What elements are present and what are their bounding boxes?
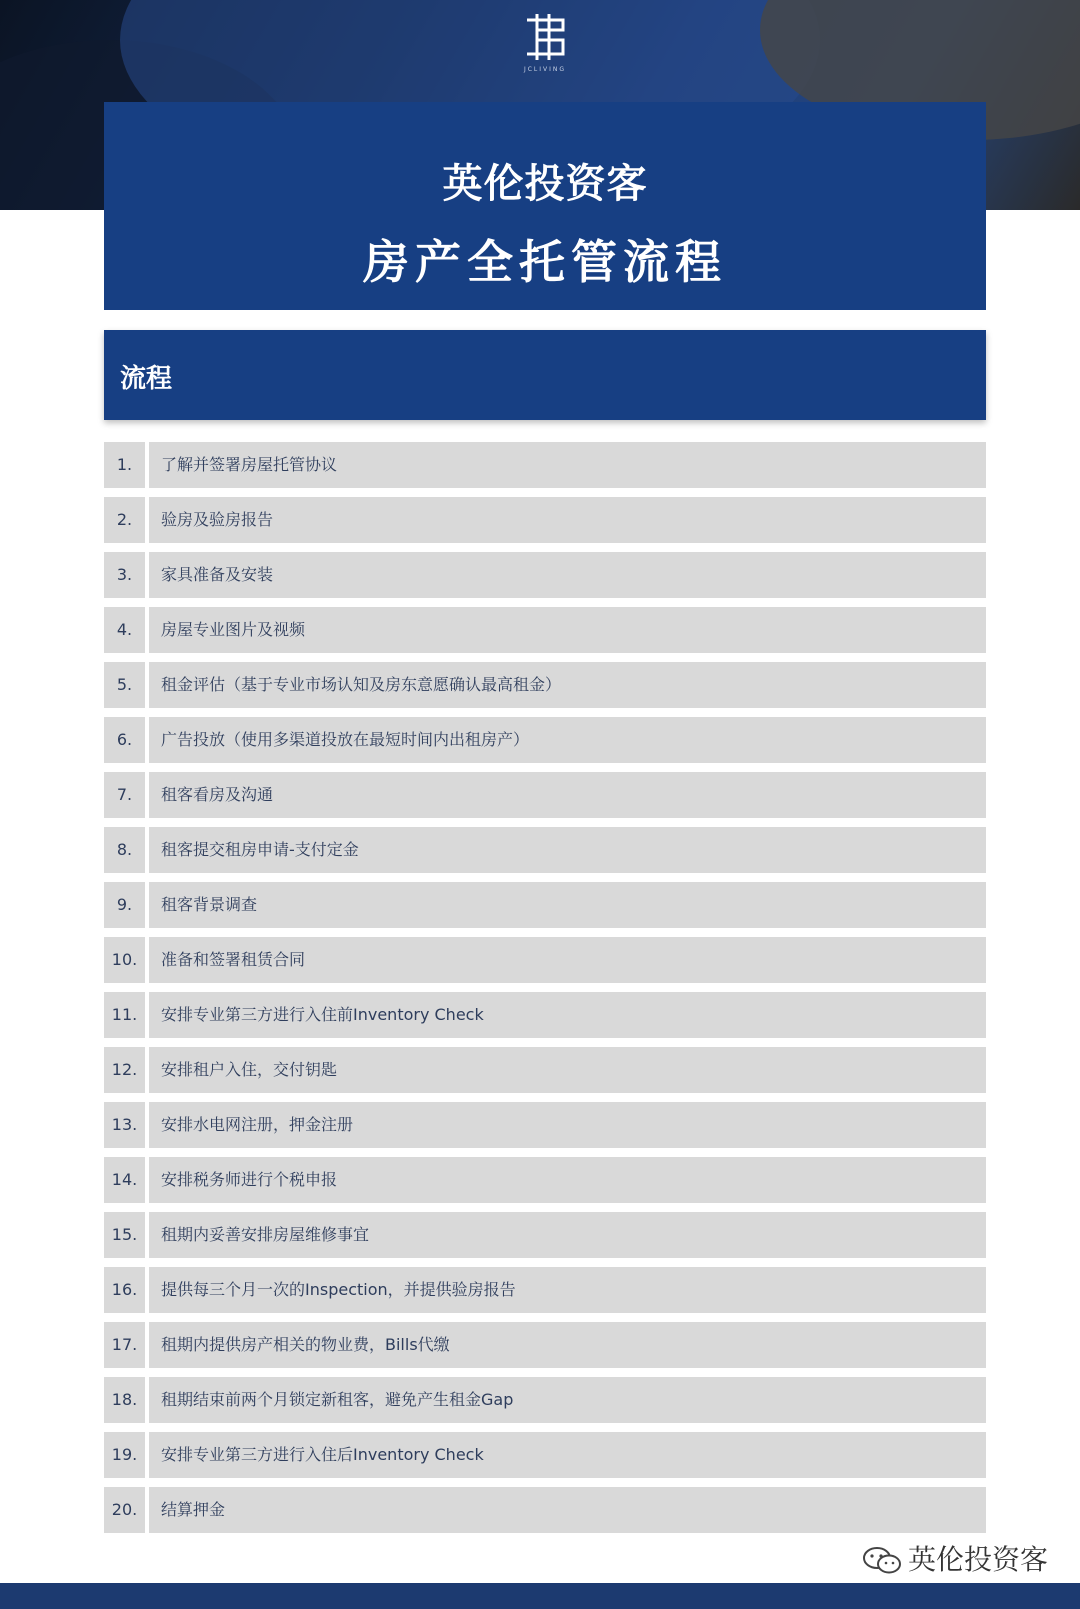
step-text: 准备和签署租赁合同 — [149, 937, 986, 983]
page-subtitle: 房产全托管流程 — [363, 235, 727, 289]
list-item — [104, 1322, 986, 1368]
list-item — [104, 442, 986, 488]
section-label: 流程 — [120, 364, 173, 394]
step-text: 租金评估（基于专业市场认知及房东意愿确认最高租金） — [149, 662, 986, 708]
page-title: 英伦投资客 — [442, 161, 648, 207]
list-item — [104, 1157, 986, 1203]
step-number: 11. — [104, 992, 145, 1038]
list-item — [104, 1047, 986, 1093]
step-number: 18. — [104, 1377, 145, 1423]
step-number: 16. — [104, 1267, 145, 1313]
step-number: 10. — [104, 937, 145, 983]
step-text: 验房及验房报告 — [149, 497, 986, 543]
step-number: 15. — [104, 1212, 145, 1258]
list-item — [104, 1432, 986, 1478]
list-item — [104, 1487, 986, 1533]
list-item — [104, 607, 986, 653]
wechat-watermark — [862, 1540, 1048, 1580]
step-text: 租期内提供房产相关的物业费，Bills代缴 — [149, 1322, 986, 1368]
step-text: 了解并签署房屋托管协议 — [149, 442, 986, 488]
list-item — [104, 552, 986, 598]
bottom-bar — [0, 1583, 1080, 1609]
step-text: 家具准备及安装 — [149, 552, 986, 598]
step-text: 租客背景调查 — [149, 882, 986, 928]
step-text: 安排专业第三方进行入住后Inventory Check — [149, 1432, 986, 1478]
step-text: 安排税务师进行个税申报 — [149, 1157, 986, 1203]
watermark-text: 英伦投资客 — [908, 1543, 1049, 1576]
list-item — [104, 1377, 986, 1423]
step-number: 2. — [104, 497, 145, 543]
step-number: 12. — [104, 1047, 145, 1093]
step-text: 广告投放（使用多渠道投放在最短时间内出租房产） — [149, 717, 986, 763]
step-text: 安排租户入住，交付钥匙 — [149, 1047, 986, 1093]
step-number: 4. — [104, 607, 145, 653]
step-text: 安排专业第三方进行入住前Inventory Check — [149, 992, 986, 1038]
list-item — [104, 1267, 986, 1313]
step-number: 9. — [104, 882, 145, 928]
step-text: 租客看房及沟通 — [149, 772, 986, 818]
step-number: 13. — [104, 1102, 145, 1148]
list-item — [104, 992, 986, 1038]
title-panel — [104, 102, 986, 310]
step-number: 7. — [104, 772, 145, 818]
step-text: 租期内妥善安排房屋维修事宜 — [149, 1212, 986, 1258]
list-item — [104, 827, 986, 873]
brand-logo — [515, 10, 575, 82]
step-text: 结算押金 — [149, 1487, 986, 1533]
step-number: 17. — [104, 1322, 145, 1368]
wechat-icon — [862, 1546, 902, 1576]
list-item — [104, 662, 986, 708]
list-item — [104, 497, 986, 543]
step-number: 5. — [104, 662, 145, 708]
logo-text: JCLIVING — [523, 66, 567, 73]
step-text: 房屋专业图片及视频 — [149, 607, 986, 653]
list-item — [104, 772, 986, 818]
step-text: 安排水电网注册，押金注册 — [149, 1102, 986, 1148]
step-number: 8. — [104, 827, 145, 873]
section-header — [104, 330, 986, 420]
list-item — [104, 882, 986, 928]
step-number: 19. — [104, 1432, 145, 1478]
list-item — [104, 717, 986, 763]
list-item — [104, 937, 986, 983]
step-number: 1. — [104, 442, 145, 488]
step-text: 租期结束前两个月锁定新租客，避免产生租金Gap — [149, 1377, 986, 1423]
step-text: 提供每三个月一次的Inspection，并提供验房报告 — [149, 1267, 986, 1313]
step-text: 租客提交租房申请-支付定金 — [149, 827, 986, 873]
step-number: 14. — [104, 1157, 145, 1203]
step-number: 3. — [104, 552, 145, 598]
list-item — [104, 1212, 986, 1258]
logo-mark-icon — [517, 10, 573, 64]
list-item — [104, 1102, 986, 1148]
step-number: 20. — [104, 1487, 145, 1533]
step-number: 6. — [104, 717, 145, 763]
